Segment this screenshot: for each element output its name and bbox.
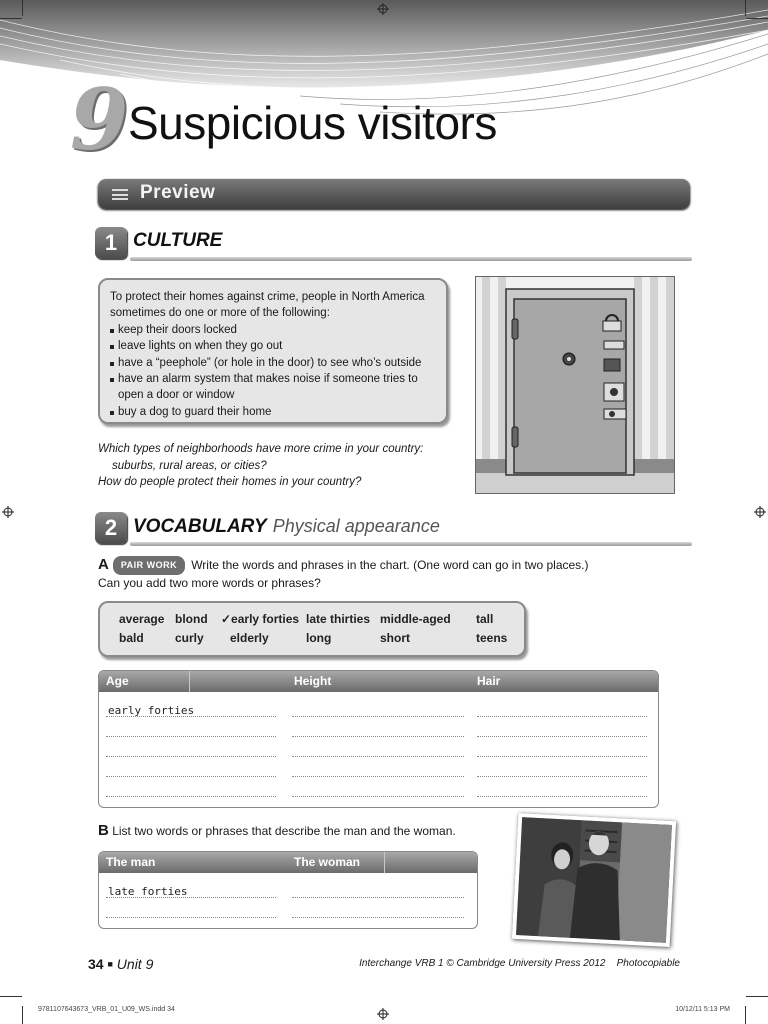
list-item: leave lights on when they go out: [110, 338, 436, 354]
section-title-text: VOCABULARY: [133, 516, 267, 537]
chart-header-row: [99, 852, 477, 873]
description-chart: [98, 851, 478, 929]
list-item: buy a dog to guard their home: [110, 404, 436, 420]
part-b-letter: B: [98, 822, 109, 839]
part-a-instruction-2: Can you add two more words or phrases?: [98, 575, 321, 590]
culture-intro: To protect their homes against crime, people in North America sometimes do one or more of the following:: [110, 291, 425, 320]
word-bank-item: bald: [119, 631, 144, 645]
word-bank-item: late thirties: [306, 612, 371, 626]
write-line[interactable]: [106, 796, 276, 797]
door-illustration: [475, 276, 675, 494]
part-a-instruction: Write the words and phrases in the chart. (One word can go in two places.): [191, 558, 589, 572]
page-title: Suspicious visitors: [128, 97, 497, 149]
header-divider: [384, 852, 385, 873]
list-item: have an alarm system that makes noise if someone tries to open a door or window: [110, 371, 436, 404]
section-title: CULTURE: [133, 230, 223, 251]
couple-photo: [512, 813, 676, 947]
column-header-hair: Hair: [477, 674, 501, 688]
copyright-text: Interchange VRB 1 © Cambridge University Press 2012: [359, 958, 606, 969]
section-subtitle: Physical appearance: [272, 516, 440, 536]
word-bank-item: tall: [476, 612, 494, 626]
preview-banner: [98, 179, 690, 209]
write-line[interactable]: [477, 716, 647, 717]
unit-number: 9: [70, 70, 129, 169]
list-item: keep their doors locked: [110, 322, 436, 338]
write-line[interactable]: [292, 756, 464, 757]
write-line[interactable]: [292, 897, 464, 898]
write-line[interactable]: [106, 716, 276, 717]
question-1-continued: suburbs, rural areas, or cities?: [112, 459, 267, 472]
word-bank-item: curly: [175, 631, 204, 645]
write-line[interactable]: [106, 756, 276, 757]
registration-mark-icon: [377, 1008, 389, 1020]
registration-mark-icon: [2, 506, 14, 518]
word-bank-item: blond: [175, 612, 208, 626]
write-line[interactable]: [106, 917, 276, 918]
section-number-badge: 1: [95, 227, 127, 259]
page-number: 34: [88, 956, 104, 972]
print-slug-file: 9781107643673_VRB_01_U09_WS.indd 34: [38, 1006, 175, 1013]
word-bank-item: teens: [476, 631, 508, 645]
part-a-instructions: [98, 556, 698, 591]
print-slug-date: 10/12/11 5:13 PM: [675, 1006, 730, 1013]
header-divider: [189, 671, 190, 692]
page-footer-unit: 34 ■ Unit 9: [88, 956, 154, 972]
word-bank-item: middle-aged: [380, 612, 451, 626]
question-1: Which types of neighborhoods have more crime in your country:: [98, 443, 424, 455]
write-line[interactable]: [477, 756, 647, 757]
write-line[interactable]: [292, 917, 464, 918]
part-b-instruction: List two words or phrases that describe the man and the woman.: [112, 824, 456, 838]
page-footer-credit: [359, 958, 680, 969]
write-line[interactable]: [292, 796, 464, 797]
list-item: have a “peephole” (or hole in the door) to see who’s outside: [110, 355, 436, 371]
appearance-chart: [98, 670, 659, 808]
word-bank-item: long: [306, 631, 332, 645]
write-line[interactable]: [106, 736, 276, 737]
word-bank-item: average: [119, 612, 165, 626]
section-title: [133, 516, 440, 538]
discussion-questions: [98, 441, 458, 491]
column-header-age: Age: [106, 674, 129, 688]
example-answer: early forties: [108, 704, 195, 717]
write-line[interactable]: [292, 736, 464, 737]
culture-bullet-list: [110, 322, 436, 420]
preview-label: Preview: [140, 182, 216, 203]
part-a-letter: A: [98, 556, 109, 573]
couple-photo-image: [516, 817, 672, 943]
chart-header-row: [99, 671, 658, 692]
word-bank-item: ✓early forties: [221, 612, 300, 626]
write-line[interactable]: [477, 736, 647, 737]
write-line[interactable]: [292, 716, 464, 717]
photocopiable-label: Photocopiable: [616, 958, 680, 969]
write-line[interactable]: [106, 776, 276, 777]
unit-label: Unit 9: [116, 956, 154, 972]
culture-info-box: [98, 278, 448, 424]
door-drawing: [476, 277, 674, 493]
column-header-man: The man: [106, 855, 156, 869]
example-answer: late forties: [108, 885, 188, 898]
column-header-woman: The woman: [294, 855, 361, 869]
write-line[interactable]: [477, 796, 647, 797]
write-line[interactable]: [292, 776, 464, 777]
section-divider: [130, 542, 692, 546]
section-divider: [130, 257, 692, 261]
word-bank: [98, 601, 526, 657]
part-b-instructions: [98, 822, 456, 839]
menu-lines-icon: [112, 189, 128, 200]
registration-mark-icon: [377, 3, 389, 15]
section-number-badge: 2: [95, 512, 127, 544]
question-2: How do people protect their homes in your country?: [98, 476, 362, 488]
column-header-height: Height: [294, 674, 332, 688]
word-bank-item: elderly: [230, 631, 269, 645]
pair-work-badge: PAIR WORK: [113, 556, 185, 575]
registration-mark-icon: [754, 506, 766, 518]
write-line[interactable]: [106, 897, 276, 898]
word-bank-item: short: [380, 631, 410, 645]
write-line[interactable]: [477, 776, 647, 777]
